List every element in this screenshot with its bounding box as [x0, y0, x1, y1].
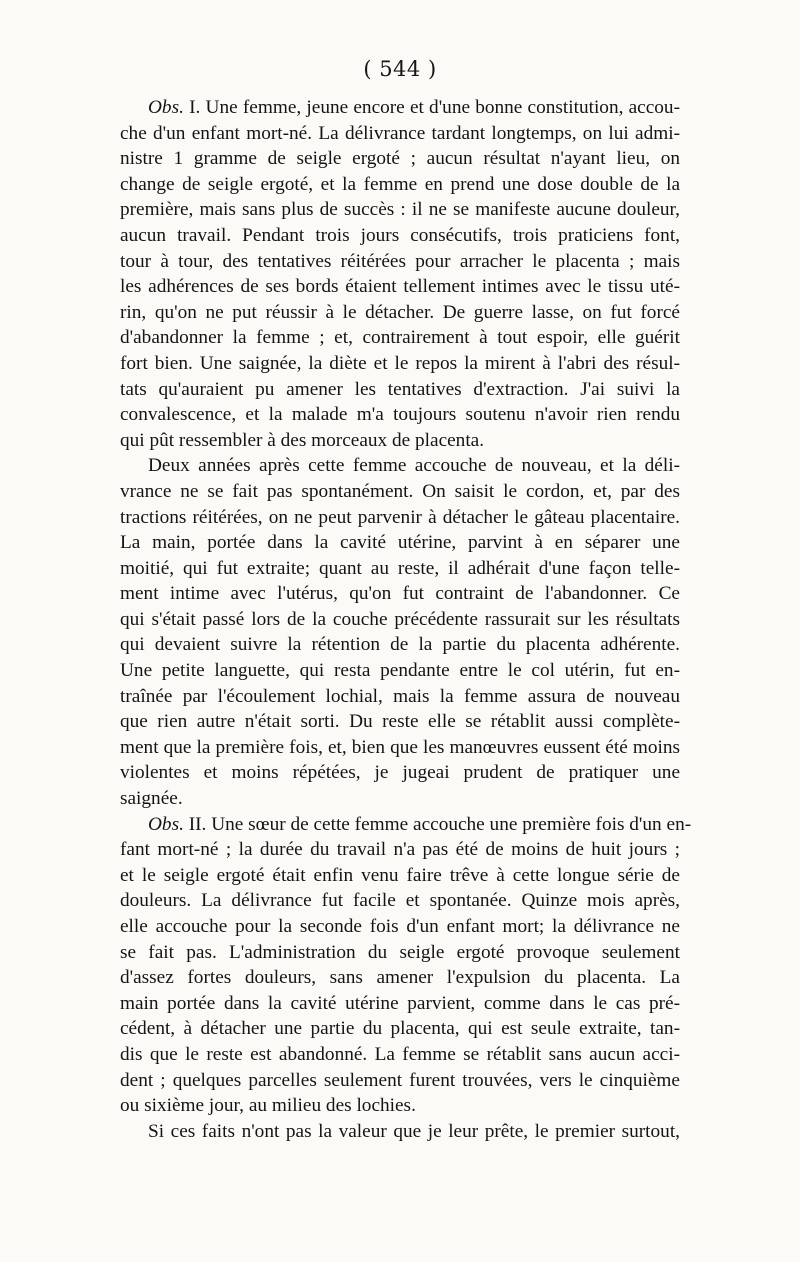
text-line: Une petite languette, qui resta pendante entre le col utérin, fut en- [120, 660, 680, 682]
text-line: La main, portée dans la cavité utérine, parvint à en séparer une [120, 532, 680, 554]
text-line: qui devaient suivre la rétention de la partie du placenta adhérente. [120, 634, 680, 656]
text-line: aucun travail. Pendant trois jours consécutifs, trois praticiens font, [120, 224, 680, 246]
text-line: fort bien. Une saignée, la diète et le repos la mirent à l'abri des résul- [120, 352, 680, 374]
text-line: rin, qu'on ne put réussir à le détacher. De guerre lasse, on fut forcé [120, 301, 680, 323]
text-line: saignée. [120, 788, 183, 810]
text-line: ment que la première fois, et, bien que les manœuvres eussent été moins [120, 736, 680, 758]
text-line: d'abandonner la femme ; et, contrairement à tout espoir, elle guérit [120, 327, 680, 349]
text-line: elle accouche pour la seconde fois d'un enfant mort; la délivrance ne [120, 916, 680, 937]
text-line: Si ces faits n'ont pas la valeur que je leur prête, le premier surtout, [148, 1120, 680, 1142]
text-line: tour à tour, des tentatives réitérées pour arracher le placenta ; mais [120, 250, 680, 272]
text-line: douleurs. La délivrance fut facile et spontanée. Quinze mois après, [120, 890, 680, 912]
paragraph-conclusion [120, 1119, 680, 1145]
obs-marker: Obs. [148, 97, 184, 118]
text-line: première, mais sans plus de succès : il ne se manifeste aucune douleur, [120, 199, 680, 221]
text-line: qui s'était passé lors de la couche précédente rassurait sur les résultats [120, 608, 680, 630]
text-line: tats qu'auraient pu amener les tentatives d'extraction. J'ai suivi la [120, 378, 680, 400]
text-line: convalescence, et la malade m'a toujours soutenu n'avoir rien rendu [120, 404, 680, 426]
obs-marker: Obs. [148, 813, 184, 835]
text-line: que rien autre n'était sorti. Du reste elle se rétablit aussi complète- [120, 711, 680, 733]
text-line: ou sixième jour, au milieu des lochies. [120, 1095, 416, 1117]
text-line: violentes et moins répétées, je jugeai prudent de pratiquer une [120, 762, 680, 784]
paragraph-obs-1-continued [120, 453, 680, 811]
text-line: Obs. I. Une femme, jeune encore et d'une bonne constitution, accou- [148, 97, 680, 118]
text-line: fant mort-né ; la durée du travail n'a pas été de moins de huit jours ; [120, 839, 680, 861]
text-line: nistre 1 gramme de seigle ergoté ; aucun résultat n'ayant lieu, on [120, 148, 680, 170]
text-line: traînée par l'écoulement lochial, mais la femme assura de nouveau [120, 685, 680, 707]
paragraph-obs-2 [120, 812, 692, 1119]
text-line: dis que le reste est abandonné. La femme se rétablit sans aucun acci- [120, 1043, 680, 1065]
text-line: ment intime avec l'utérus, qu'on fut contraint de l'abandonner. Ce [120, 583, 680, 605]
body-text [120, 95, 692, 1144]
text-line: les adhérences de ses bords étaient tellement intimes avec le tissu uté- [120, 276, 680, 298]
text-line: Obs. II. Une sœur de cette femme accouche une première fois d'un en- [148, 813, 692, 835]
text-line: se fait pas. L'administration du seigle ergoté provoque seulement [120, 941, 680, 963]
text-line: et le seigle ergoté était enfin venu faire trêve à cette longue série de [120, 864, 680, 886]
text-line: main portée dans la cavité utérine parvient, comme dans le cas pré- [120, 992, 680, 1014]
text-line: moitié, qui fut extraite; quant au reste, il adhérait d'une façon telle- [120, 557, 680, 579]
text-line: cédent, à détacher une partie du placenta, qui est seule extraite, tan- [120, 1018, 680, 1040]
text-line: change de seigle ergoté, et la femme en prend une dose double de la [120, 173, 680, 195]
text-line: vrance ne se fait pas spontanément. On saisit le cordon, et, par des [120, 480, 680, 502]
page-number: ( 544 ) [363, 57, 437, 81]
text-line: Deux années après cette femme accouche de nouveau, et la déli- [148, 455, 680, 477]
paragraph-obs-1 [120, 95, 680, 453]
text-line: qui pût ressembler à des morceaux de placenta. [120, 429, 485, 451]
text-line: d'assez fortes douleurs, sans amener l'expulsion du placenta. La [120, 967, 680, 989]
text-line: che d'un enfant mort-né. La délivrance tardant longtemps, on lui admi- [120, 122, 680, 144]
text-line: tractions réitérées, on ne peut parvenir à détacher le gâteau placentaire. [120, 506, 680, 528]
text-line: dent ; quelques parcelles seulement furent trouvées, vers le cinquième [120, 1069, 680, 1091]
